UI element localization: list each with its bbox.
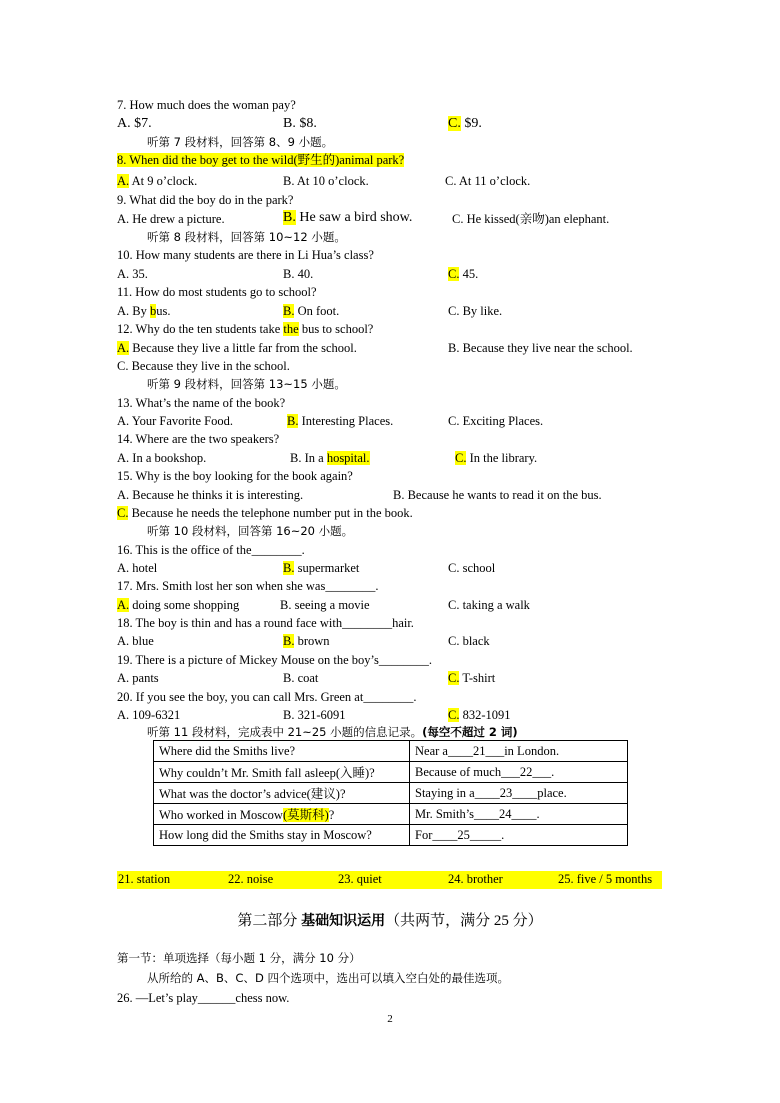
q7-stem: 7. How much does the woman pay? [117, 98, 296, 112]
q12-stem: 12. Why do the ten students take the bus to school? [117, 322, 374, 336]
q14-stem: 14. Where are the two speakers? [117, 432, 280, 446]
q26-stem: 26. —Let’s play______chess now. [117, 991, 290, 1005]
answer-highlight: (莫斯科) [282, 808, 329, 822]
answer-highlight: A. [117, 598, 130, 612]
q18-option-c: C. black [448, 634, 490, 648]
table-question: Why couldn’t Mr. Smith fall asleep(入睡)? [154, 762, 410, 783]
q11-stem: 11. How do most students go to school? [117, 285, 317, 299]
answer-highlight: C. [455, 451, 467, 465]
answer-highlight: C. [448, 671, 460, 685]
q11-option-a: A. By bus. [117, 304, 171, 318]
q10-option-c: C. 45. [448, 267, 479, 281]
q18-stem: 18. The boy is thin and has a round face with________hair. [117, 616, 414, 630]
answer-21: 21. station [118, 872, 171, 886]
part1-description: 从所给的 A、B、C、D 四个选项中，选出可以填入空白处的最佳选项。 [147, 971, 509, 985]
q10-stem: 10. How many students are there in Li Hua’s class? [117, 248, 374, 262]
q18-option-b: B. brown [283, 634, 330, 648]
q14-option-b: B. In a hospital. [290, 451, 370, 465]
q11-option-c: C. By like. [448, 304, 503, 318]
q14-option-a: A. In a bookshop. [117, 451, 207, 465]
answer-highlight: C. [117, 506, 129, 520]
q15-stem: 15. Why is the boy looking for the book again? [117, 469, 353, 483]
table-answer: For____25_____. [410, 825, 628, 846]
q15-option-c: C. Because he needs the telephone number put in the book. [117, 506, 413, 520]
q19-option-c: C. T-shirt [448, 671, 496, 685]
q11-option-b: B. On foot. [283, 304, 340, 318]
q7-option-b: B. $8. [283, 116, 317, 131]
q9-stem: 9. What did the boy do in the park? [117, 193, 294, 207]
q15-option-b: B. Because he wants to read it on the bus. [393, 488, 602, 502]
q13-stem: 13. What’s the name of the book? [117, 396, 286, 410]
q7-option-c: C. $9. [448, 116, 482, 131]
page-number: 2 [387, 1013, 393, 1025]
q8-stem [117, 152, 404, 168]
q12-option-c: C. Because they live in the school. [117, 359, 290, 373]
instruction-9: 听第 9 段材料，回答第 13~15 小题。 [147, 377, 346, 391]
q17-option-c: C. taking a walk [448, 598, 530, 612]
section-heading: 第二部分 基础知识运用（共两节，满分 25 分） [237, 913, 543, 929]
answer-23: 23. quiet [338, 872, 382, 886]
q20-option-a: A. 109-6321 [117, 708, 181, 722]
answer-22: 22. noise [228, 872, 274, 886]
answer-highlight: hospital. [326, 451, 370, 465]
answer-highlight: A. [117, 341, 130, 355]
table-row [154, 762, 628, 783]
instruction-7: 听第 7 段材料，回答第 8、9 小题。 [147, 135, 334, 149]
q12-option-a: A. Because they live a little far from the school. [117, 341, 357, 355]
q8-option-b: B. At 10 o’clock. [283, 174, 369, 188]
part1-title: 第一节：单项选择（每小题 1 分，满分 10 分） [117, 951, 361, 965]
table-row [154, 825, 628, 846]
table-question: Who worked in Moscow(莫斯科)? [154, 804, 410, 825]
q17-option-b: B. seeing a movie [280, 598, 370, 612]
table-question: Where did the Smiths live? [154, 741, 410, 762]
answer-highlight: the [283, 322, 299, 336]
q10-option-b: B. 40. [283, 267, 314, 281]
instruction-8: 听第 8 段材料，回答第 10~12 小题。 [147, 230, 346, 244]
answer-highlight: B. [287, 414, 299, 428]
answer-highlight: B. [283, 210, 296, 225]
q15-option-a: A. Because he thinks it is interesting. [117, 488, 304, 502]
q16-option-c: C. school [448, 561, 496, 575]
answer-25: 25. five / 5 months [558, 872, 653, 886]
q20-option-c: C. 832-1091 [448, 708, 511, 722]
q17-option-a: A. doing some shopping [117, 598, 240, 612]
q12-option-b: B. Because they live near the school. [448, 341, 633, 355]
table-row [154, 804, 628, 825]
q8-option-a: A. At 9 o’clock. [117, 174, 198, 188]
q19-option-b: B. coat [283, 671, 319, 685]
q16-stem: 16. This is the office of the________. [117, 543, 305, 557]
info-table [153, 740, 628, 846]
q19-option-a: A. pants [117, 671, 159, 685]
table-answer: Because of much___22___. [410, 762, 628, 783]
q19-stem: 19. There is a picture of Mickey Mouse on the boy’s________. [117, 653, 432, 667]
instruction-11: 听第 11 段材料，完成表中 21~25 小题的信息记录。(每空不超过 2 词) [147, 725, 518, 739]
table-answer: Mr. Smith’s____24____. [410, 804, 628, 825]
q13-option-b: B. Interesting Places. [287, 414, 394, 428]
q10-option-a: A. 35. [117, 267, 148, 281]
q20-stem: 20. If you see the boy, you can call Mrs. Green at________. [117, 690, 417, 704]
table-answer: Staying in a____23____place. [410, 783, 628, 804]
table-answer: Near a____21___in London. [410, 741, 628, 762]
answer-highlight: B. [283, 304, 295, 318]
q18-option-a: A. blue [117, 634, 154, 648]
table-row [154, 741, 628, 762]
answer-highlight: C. [448, 116, 461, 131]
q9-option-c: C. He kissed(亲吻)an elephant. [452, 212, 610, 226]
table-question: What was the doctor’s advice(建议)? [154, 783, 410, 804]
q9-option-a: A. He drew a picture. [117, 212, 225, 226]
table-question: How long did the Smiths stay in Moscow? [154, 825, 410, 846]
q14-option-c: C. In the library. [455, 451, 538, 465]
answer-highlight: B. [283, 561, 295, 575]
answer-highlight: b [150, 304, 157, 318]
q16-option-b: B. supermarket [283, 561, 360, 575]
q8-option-c: C. At 11 o’clock. [445, 174, 531, 188]
table-row [154, 783, 628, 804]
q9-option-b: B. He saw a bird show. [283, 210, 413, 225]
instruction-10: 听第 10 段材料，回答第 16~20 小题。 [147, 524, 354, 538]
q20-option-b: B. 321-6091 [283, 708, 346, 722]
answer-24: 24. brother [448, 872, 503, 886]
answer-highlight: 8. When did the boy get to the wild(野生的)animal park? [117, 153, 405, 167]
answer-highlight: C. [448, 267, 460, 281]
q13-option-c: C. Exciting Places. [448, 414, 544, 428]
answer-highlight: C. [448, 708, 460, 722]
q7-option-a: A. $7. [117, 116, 152, 131]
q17-stem: 17. Mrs. Smith lost her son when she was________. [117, 579, 379, 593]
q13-option-a: A. Your Favorite Food. [117, 414, 233, 428]
q16-option-a: A. hotel [117, 561, 158, 575]
answer-highlight: A. [117, 174, 130, 188]
answer-highlight: B. [283, 634, 295, 648]
